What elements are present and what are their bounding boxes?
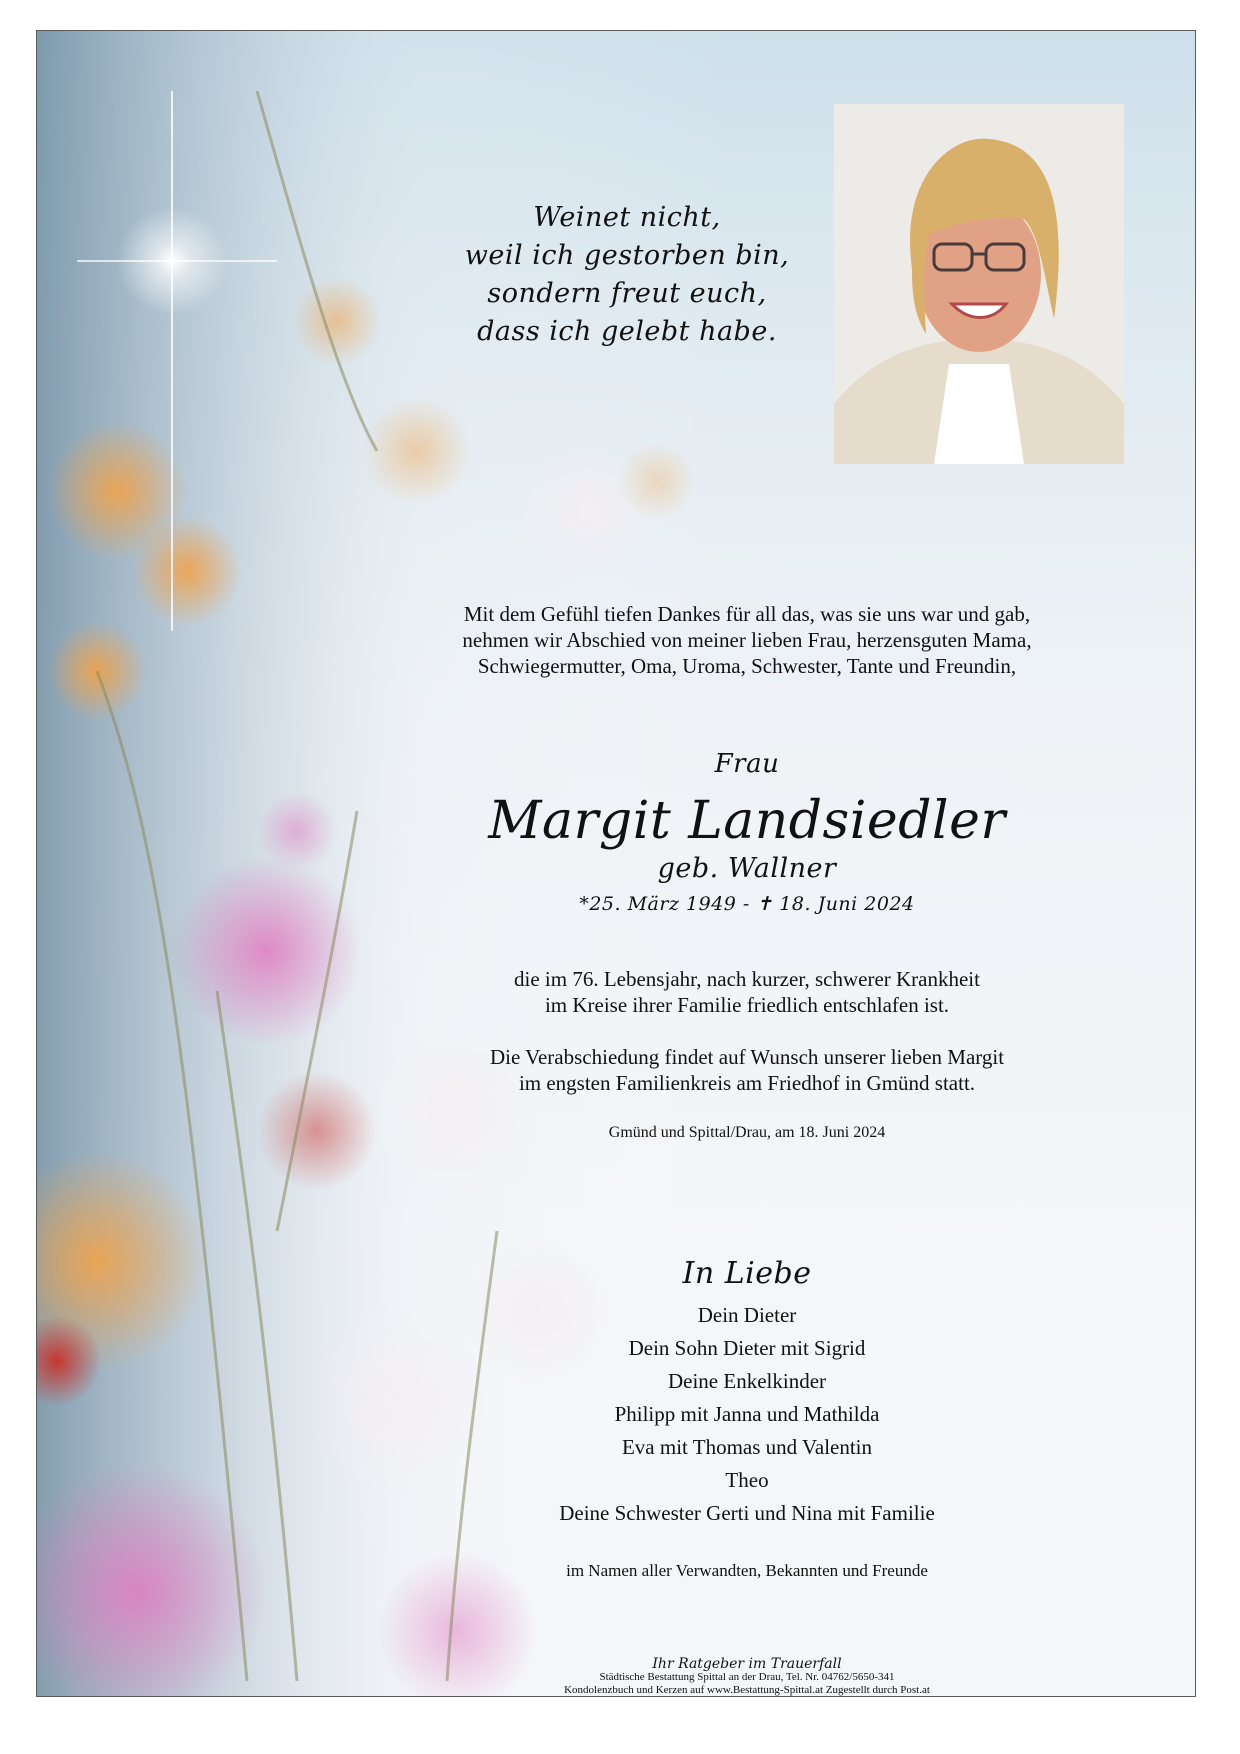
mourner-item: Deine Enkelkinder — [667, 1369, 827, 1393]
mourners-closing: im Namen aller Verwandten, Bekannten und Freunde — [566, 1561, 928, 1580]
quote-line: Weinet nicht, — [533, 202, 721, 233]
age-line: die im 76. Lebensjahr, nach kurzer, schwerer Krankheit — [514, 967, 980, 991]
age-text — [417, 966, 1077, 1018]
obituary-card — [36, 30, 1196, 1697]
footer-website: Kondolenzbuch und Kerzen auf www.Bestattung-Spittal.at Zugestellt durch Post.at — [564, 1684, 930, 1696]
quote-verse — [407, 199, 847, 351]
footer-contact: Städtische Bestattung Spittal an der Drau, Tel. Nr. 04762/5650-341 — [599, 1671, 895, 1683]
portrait-photo — [834, 104, 1124, 464]
mourner-item: Dein Dieter — [697, 1303, 797, 1327]
mourner-item: Theo — [725, 1468, 769, 1492]
portrait-illustration — [834, 104, 1124, 464]
intro-line: Mit dem Gefühl tiefen Dankes für all das, was sie uns war und gab, — [463, 602, 1031, 626]
place-date: Gmünd und Spittal/Drau, am 18. Juni 2024 — [608, 1124, 886, 1141]
quote-line: dass ich gelebt habe. — [477, 316, 777, 347]
deceased-name: Margit Landsiedler — [488, 791, 1006, 851]
farewell-text — [417, 1044, 1077, 1096]
farewell-line: Die Verabschiedung findet auf Wunsch unserer lieben Margit — [489, 1045, 1005, 1069]
mourner-item: Deine Schwester Gerti und Nina mit Familie — [559, 1501, 935, 1525]
intro-text — [397, 601, 1097, 679]
mourners-heading: In Liebe — [682, 1256, 812, 1291]
quote-line: sondern freut euch, — [487, 278, 767, 309]
farewell-line: im engsten Familienkreis am Friedhof in Gmünd statt. — [518, 1071, 976, 1095]
intro-line: nehmen wir Abschied von meiner lieben Frau, herzensguten Mama, — [462, 628, 1032, 652]
salutation: Frau — [714, 749, 780, 779]
maiden-name: geb. Wallner — [657, 853, 837, 884]
mourner-item: Dein Sohn Dieter mit Sigrid — [628, 1336, 866, 1360]
intro-line: Schwiegermutter, Oma, Uroma, Schwester, Tante und Freundin, — [477, 654, 1017, 678]
mourner-item: Philipp mit Janna und Mathilda — [614, 1402, 880, 1426]
age-line: im Kreise ihrer Familie friedlich entschlafen ist. — [544, 993, 950, 1017]
mourners-list — [467, 1299, 1027, 1530]
quote-line: weil ich gestorben bin, — [464, 240, 790, 271]
footer-tagline: Ihr Ratgeber im Trauerfall — [652, 1656, 842, 1672]
funeral-home-footer — [457, 1658, 1037, 1697]
mourner-item: Eva mit Thomas und Valentin — [621, 1435, 873, 1459]
life-dates: *25. März 1949 - ✝ 18. Juni 2024 — [579, 893, 915, 915]
